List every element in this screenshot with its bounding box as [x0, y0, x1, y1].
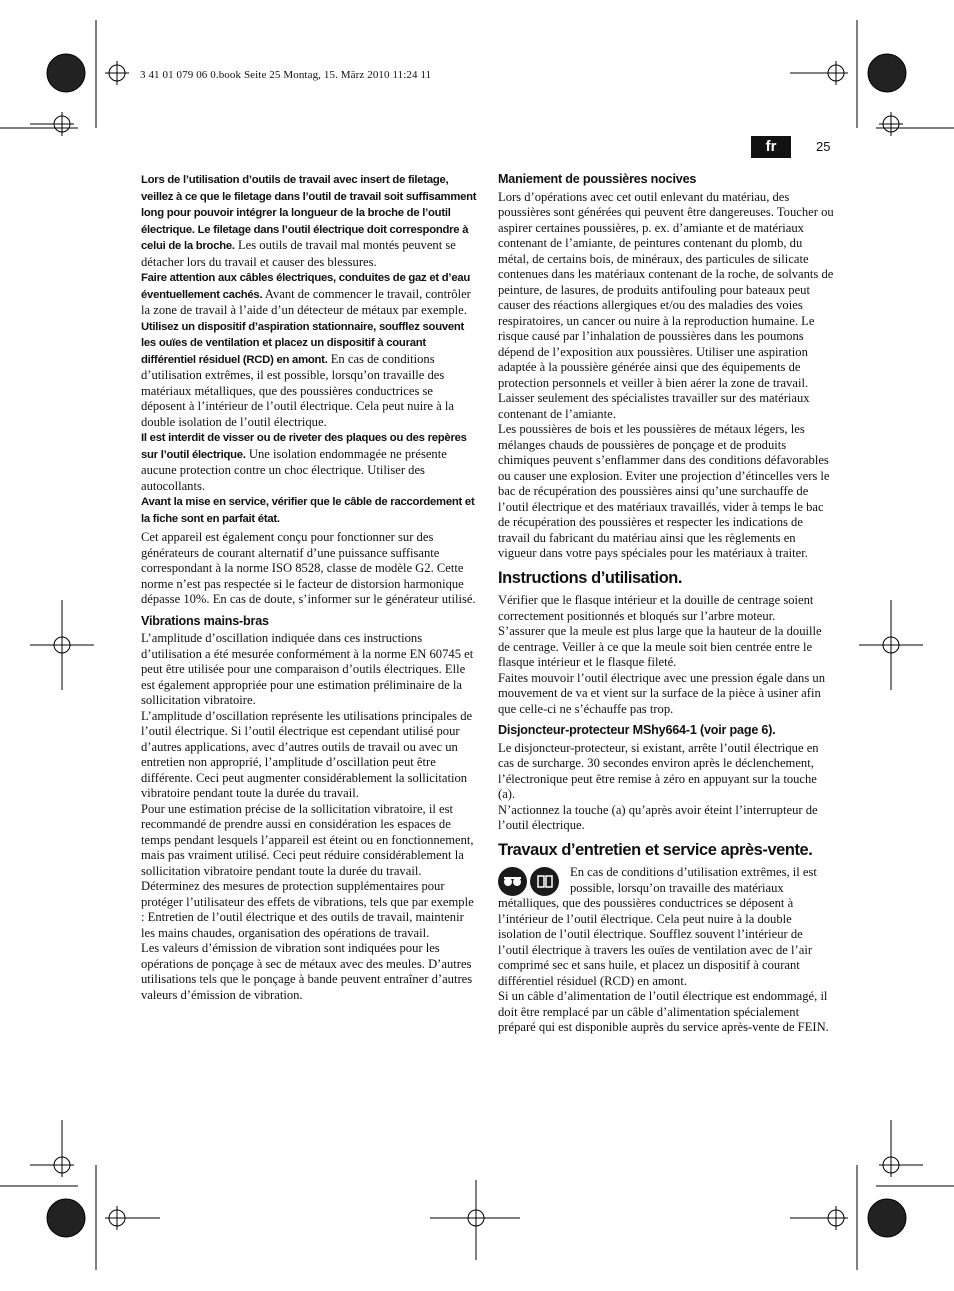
paragraph: Faire attention aux câbles électriques, conduites de gaz et d’eau éventuellement cachés. Avant de commencer le travail, contrôler la zone de travail à l’aide d’un détecteur de métaux par exemple. — [141, 272, 471, 317]
paragraph: L’amplitude d’oscillation représente les utilisations principales de l’outil électrique. Si l’outil électrique est cependant utilisé pour d’autres applications, avec d’autres outils de travail ou avec un entretien non approprié, l’amplitude d’oscillation peut être différente. Ceci peut augmenter considérablement la sollicitation vibratoire pendant toute la durée du travail. — [141, 708, 473, 800]
section-heading: Disjoncteur-protecteur MShy664-1 (voir page 6). — [498, 723, 776, 737]
paragraph: Déterminez des mesures de protection supplémentaires pour protéger l’utilisateur des effets de vibrations, tels que par exemple : Entretien de l’outil électrique et des outils de travail, maintenir les mains chaudes, organisation des opérations de travail. — [141, 879, 474, 940]
book-file-header: 3 41 01 079 06 0.book Seite 25 Montag, 15. März 2010 11:24 11 — [140, 69, 432, 81]
ear-protection-icon — [530, 867, 559, 896]
language-tab: fr — [751, 136, 791, 158]
left-column — [141, 172, 478, 1003]
paragraph: Pour une estimation précise de la sollicitation vibratoire, il est recommandé de prendre aussi en considération les espaces de temps pendant lesquels l’appareil est éteint ou en fonctionnement, mais pas vraiment utilisé. Ceci peut réduire considérablement la sollicitation vibratoire pendant toute la durée du travail. — [141, 801, 474, 878]
section-title: Travaux d’entretien et service après-vente. — [498, 840, 813, 859]
paragraph: L’amplitude d’oscillation indiquée dans ces instructions d’utilisation a été mesurée conformément à la norme EN 60745 et peut être utilisée pour une comparaison d’outils électriques. Elle est également appropriée pour une estimation préliminaire de la sollicitation vibratoire. — [141, 631, 474, 707]
paragraph: Cet appareil est également conçu pour fonctionner sur des générateurs de courant alternatif d’une puissance suffisante correspondant à la norme ISO 8528, classe de modèle G2. Cette norme n’est pas respectée si le facteur de distorsion harmonique dépasse 10%. En cas de doute, s’informer sur le générateur utilisé. — [141, 530, 476, 606]
paragraph: Lors de l’utilisation d’outils de travail avec insert de filetage, veillez à ce que le filetage dans l’outil de travail soit suffisamment long pour pouvoir intégrer la longueur de la broche de l’outil électrique. Le filetage dans l’outil électrique doit correspondre à celui de la broche. Les outils de travail mal montés peuvent se détacher lors du travail et causer des blessures. — [141, 174, 477, 269]
right-column — [498, 172, 834, 1036]
section-heading: Maniement de poussières nocives — [498, 172, 697, 186]
paragraph: N’actionnez la touche (a) qu’après avoir éteint l’interrupteur de l’outil électrique. — [498, 802, 818, 832]
paragraph: Les poussières de bois et les poussières de métaux légers, les mélanges chauds de poussières de ponçage et de produits chimiques peuvent s’enflammer dans des conditions défavorables ou causer une explosion. Eviter une projection d’étincelles vers le bac de récupération des poussières ainsi qu’une surchauffe de l’outil électrique et des matériaux travaillés, vider à temps le bac de récupération des poussières et respecter les indications de travail du fabricant du matériau ainsi que les règlements en vigueur dans votre pays spéciales pour les matériaux à traiter. — [498, 422, 830, 560]
paragraph: Utilisez un dispositif d’aspiration stationnaire, soufflez souvent les ouïes de ventilation et placez un dispositif à courant différentiel résiduel (RCD) en amont. En cas de conditions d’utilisation extrêmes, il est possible, lorsqu’on travaille des matériaux métalliques, que des poussières conductrices se déposent à l’intérieur de l’outil électrique. Cela peut nuire à la double isolation de l’outil électrique. — [141, 320, 465, 429]
safety-icons — [498, 867, 562, 896]
paragraph: Avant la mise en service, vérifier que le câble de raccordement et la fiche sont en parfait état. — [141, 496, 475, 525]
paragraph: Vérifier que le flasque intérieur et la douille de centrage soient correctement positionnés et bloqués sur l’arbre moteur. — [498, 593, 814, 623]
section-heading: Vibrations mains-bras — [141, 613, 269, 628]
paragraph: Les valeurs d’émission de vibration sont indiquées pour les opérations de ponçage à sec de métaux avec des meules. D’autres utilisations tels que le ponçage à bande peuvent entraîner d’autres valeurs d’émission de vibration. — [141, 941, 473, 1002]
paragraph: Faites mouvoir l’outil électrique avec une pression égale dans un mouvement de va et vient sur la surface de la pièce à usiner afin que celle-ci ne s’échauffe pas trop. — [498, 670, 825, 716]
section-title: Instructions d’utilisation. — [498, 568, 683, 587]
paragraph: En cas de conditions d’utilisation extrêmes, il est possible, lorsqu’on travaille des matériaux métalliques, que des poussières conductrices se déposent à l’intérieur de l’outil électrique. Cela peut nuire à la double isolation de l’outil électrique. Soufflez souvent l’intérieur de l’outil électrique à travers les ouïes de ventilation avec de l’air comprimé sec et sans huile, et placez un dispositif à courant différentiel résiduel (RCD) en amont. — [498, 865, 817, 988]
goggles-icon — [498, 867, 527, 896]
paragraph: Si un câble d’alimentation de l’outil électrique est endommagé, il doit être remplacé par un câble d’alimentation spécialement préparé qui est disponible auprès du service après-vente de FEIN. — [498, 989, 829, 1034]
page-number: 25 — [816, 139, 831, 154]
paragraph: Le disjoncteur-protecteur, si existant, arrête l’outil électrique en cas de surcharge. 30 secondes environ après le déclenchement, l’électronique peut être remise à zéro en appuyant sur la touche (a). — [498, 740, 819, 801]
paragraph: Il est interdit de visser ou de riveter des plaques ou des repères sur l’outil électrique. Une isolation endommagée ne présente aucune protection contre un choc électrique. Utiliser des autocollants. — [141, 432, 467, 493]
paragraph: S’assurer que la meule est plus large que la hauteur de la douille de centrage. Veiller à ce que la meule soit bien centrée entre le flasque intérieur et le flasque fileté. — [498, 624, 822, 669]
paragraph: Lors d’opérations avec cet outil enlevant du matériau, des poussières sont générées qui peuvent être dangereuses. Toucher ou aspirer certaines poussières, p. ex. d’amiante et de matériaux contenant de l’amiante, de peintures contenant du plomb, du métal, de certains bois, de minéraux, des particules de silicate contenues dans les matériaux contenant de la roche, de solvants de peinture, de lasures, de produits antifouling pour bateaux peut causer des réactions allergiques et/ou des maladies des voies respiratoires, un cancer ou nuire à la reproduction humaine. Le risque causé par l’inhalation de poussières dans les poumons dépend de l’exposition aux poussières. Utiliser une aspiration adaptée à la poussière générée ainsi que des équipements de protection personnels et veiller à bien aérer la zone de travail. Laisser seulement des spécialistes travailler sur des matériaux contenant de l’amiante. — [498, 189, 834, 421]
